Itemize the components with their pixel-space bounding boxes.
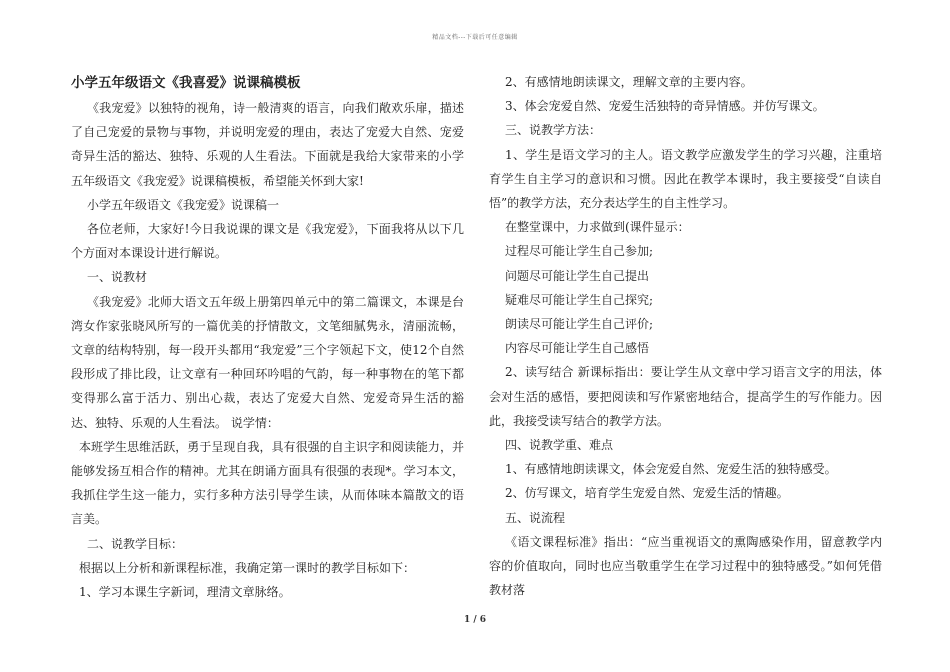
section-heading: 三、说教学方法：: [505, 123, 602, 138]
list-item: 问题尽可能让学生自己提出: [505, 268, 650, 283]
paragraph: 1、学生是语文学习的主人。语文教学应激发学生的学习兴趣，注重培育学生自主学习的意识和习惯。因此在教学本课时，我主要接受“自读自悟”的教学方法，充分表达学生的自主性学习。: [489, 147, 882, 211]
paragraph: 《语文课程标准》指出：“应当重视语文的熏陶感染作用，留意教学内容的价值取向，同时也应当敬重学生在学习过程中的独特感受。”如何凭借教材落: [489, 534, 882, 598]
list-item: 朗读尽可能让学生自己评价;: [505, 317, 654, 332]
list-item: 2、仿写课文，培育学生宠爱自然、宠爱生活的情趣。: [505, 486, 789, 501]
list-item: 2、有感情地朗读课文，理解文章的主要内容。: [505, 75, 753, 89]
section-heading: 二、说教学目标：: [87, 536, 184, 551]
list-item: 过程尽可能让学生自己参加;: [505, 244, 654, 259]
paragraph: 2、读写结合 新课标指出：要让学生从文章中学习语言文字的用法，体会对生活的感悟，要把阅读和写作紧密地结合，提高学生的写作能力。因此，我接受读写结合的教学方法。: [489, 365, 882, 428]
paragraph: 《我宠爱》北师大语文五年级上册第四单元中的第二篇课文，本课是台湾女作家张晓风所写的一篇优美的抒情散文，文笔细腻隽永，清丽流畅，文章的结构特别，每一段开头都用“我宠爱”三个字领起下文，使12个自然段形成了排比段，让文章有一种回环吟唱的气韵，每一种事物在的笔下都变得那么富于活力、别出心裁，表达了宠爱大自然、宠爱奇异生活的豁达、独特、乐观的人生看法。 说学情：: [71, 294, 464, 430]
left-column: [71, 70, 464, 604]
paragraph: 根据以上分析和新课程标准，我确定第一课时的教学目标如下：: [79, 560, 416, 575]
list-item: 内容尽可能让学生自己感悟: [505, 341, 650, 356]
paragraph: 在整堂课中，力求做到(课件显示：: [505, 220, 690, 235]
section-heading: 五、说流程: [505, 510, 566, 525]
paragraph: 《我宠爱》以独特的视角，诗一般清爽的语言，向我们敞欢乐扉，描述了自己宠爱的景物与事物，并说明宠爱的理由，表达了宠爱大自然、宠爱奇异生活的豁达、独特、乐观的人生看法。下面就是我给大家带来的小学五年级语文《我宠爱》说课稿模板，希望能关怀到大家!: [71, 101, 464, 188]
paragraph: 小学五年级语文《我宠爱》说课稿一: [87, 197, 280, 212]
list-item: 疑难尽可能让学生自己探究;: [505, 292, 654, 307]
paragraph: 各位老师，大家好!今日我说课的课文是《我宠爱》，下面我将从以下几个方面对本课设计进行解说。: [71, 222, 464, 261]
page-number: 1 / 6: [463, 615, 487, 625]
paragraph: 本班学生思维活跃，勇于呈现自我，具有很强的自主识字和阅读能力，并能够发扬互相合作的精神。尤其在朗诵方面具有很强的表现*。学习本文，我抓住学生这一能力，实行多种方法引导学生读，从而体味本篇散文的语言美。: [71, 439, 464, 527]
right-column: [489, 70, 882, 602]
list-item: 1、有感情地朗读课文，体会宠爱自然、宠爱生活的独特感受。: [505, 462, 837, 477]
list-item: 3、体会宠爱自然、宠爱生活独特的奇异情感。并仿写课文。: [505, 99, 825, 114]
section-heading: 一、说教材: [87, 270, 148, 285]
document-title: 小学五年级语文《我喜爱》说课稿模板: [71, 75, 301, 91]
list-item: 1、学习本课生字新词，理清文章脉络。: [79, 585, 291, 600]
page-header: 精品文档---下载后可任意编辑: [432, 34, 518, 41]
section-heading: 四、说教学重、难点: [505, 438, 614, 453]
